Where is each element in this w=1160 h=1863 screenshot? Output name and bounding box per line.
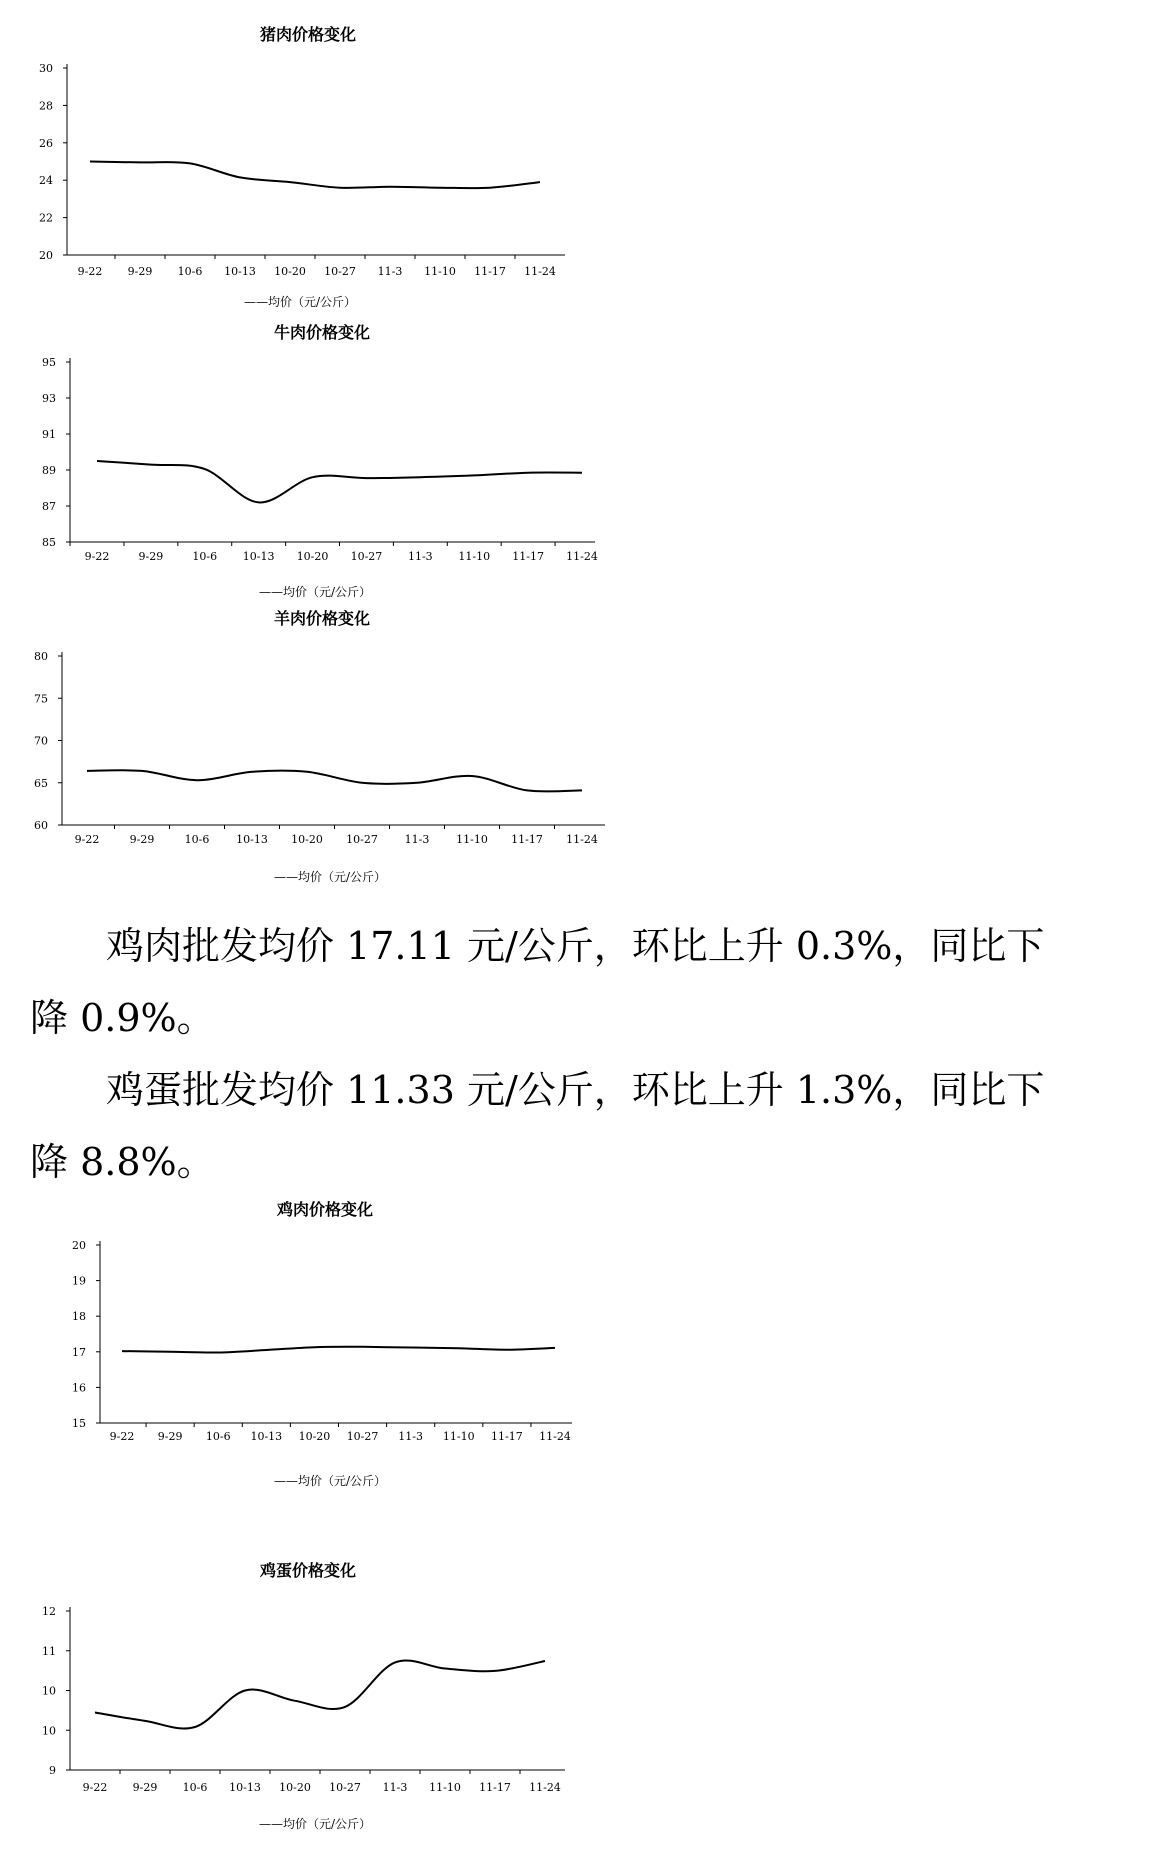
- beef-chart-svg: [0, 320, 1160, 610]
- x-tick-label: 10-6: [177, 265, 203, 278]
- x-tick-label: 11-17: [474, 265, 506, 278]
- x-tick-label: 9-22: [77, 265, 103, 278]
- x-tick-label: 10-6: [184, 833, 210, 846]
- x-tick-label: 11-10: [442, 1430, 475, 1443]
- x-tick-label: 10-6: [192, 550, 218, 563]
- legend-entry: ——均价（元/公斤）: [273, 1474, 387, 1488]
- x-tick-label: 11-10: [424, 265, 456, 278]
- chicken-paragraph-line2: 降 0.9%。: [30, 996, 215, 1040]
- x-tick-label: 10-20: [296, 550, 329, 563]
- x-tick-label: 11-24: [539, 1430, 571, 1443]
- x-tick-label: 10-13: [236, 833, 268, 846]
- legend-entry: ——均价（元/公斤）: [243, 295, 357, 309]
- y-tick-label: 65: [34, 776, 48, 790]
- y-tick-label: 16: [72, 1381, 86, 1395]
- x-tick-label: 10-20: [298, 1430, 331, 1443]
- y-tick-label: 60: [34, 819, 48, 832]
- x-tick-label: 10-6: [182, 1781, 208, 1794]
- x-tick-label: 11-24: [524, 265, 556, 278]
- x-tick-label: 10-27: [324, 265, 356, 278]
- x-tick-label: 11-10: [456, 833, 488, 846]
- y-tick-label: 10: [42, 1684, 56, 1698]
- y-tick-label: 12: [42, 1605, 56, 1618]
- x-tick-label: 11-17: [479, 1781, 511, 1794]
- y-tick-label: 17: [72, 1345, 86, 1359]
- x-tick-label: 9-22: [84, 550, 110, 563]
- egg-chart: [0, 1555, 1160, 1863]
- x-tick-label: 11-3: [377, 265, 403, 278]
- chicken-chart: [0, 1195, 1160, 1515]
- y-tick-label: 80: [34, 650, 48, 663]
- x-tick-label: 9-29: [132, 1781, 158, 1794]
- x-tick-label: 11-3: [398, 1430, 424, 1443]
- y-tick-label: 18: [72, 1310, 86, 1324]
- x-tick-label: 10-27: [346, 833, 378, 846]
- x-tick-label: 9-29: [127, 265, 153, 278]
- egg-chart-svg: [0, 1555, 1160, 1863]
- x-tick-label: 10-13: [224, 265, 256, 278]
- series-line: [97, 461, 582, 502]
- y-tick-label: 89: [42, 464, 56, 477]
- series-line: [87, 770, 582, 791]
- chicken-chart-svg: [0, 1195, 1160, 1515]
- x-tick-label: 10-6: [205, 1430, 231, 1443]
- series-line: [90, 162, 540, 189]
- chart-title: 牛肉价格变化: [273, 323, 371, 342]
- x-tick-label: 11-3: [382, 1781, 408, 1794]
- chart-title: 鸡肉价格变化: [276, 1200, 374, 1219]
- y-tick-label: 19: [72, 1274, 86, 1288]
- series-line: [95, 1660, 545, 1728]
- x-tick-label: 9-22: [74, 833, 100, 846]
- egg-paragraph-line1: 鸡蛋批发均价 11.33 元/公斤，环比上升 1.3%，同比下: [30, 1068, 1045, 1112]
- x-tick-label: 11-3: [404, 833, 430, 846]
- x-tick-label: 11-17: [512, 550, 544, 563]
- x-tick-label: 10-20: [279, 1781, 311, 1794]
- legend-entry: ——均价（元/公斤）: [258, 1817, 372, 1831]
- y-tick-label: 30: [39, 62, 53, 75]
- y-tick-label: 85: [42, 536, 56, 549]
- chicken-paragraph: [30, 910, 1140, 1054]
- x-tick-label: 10-13: [242, 550, 275, 563]
- pork-chart: [0, 0, 1160, 320]
- x-tick-label: 11-17: [511, 833, 543, 846]
- pork-chart-svg: [0, 0, 1160, 320]
- chart-title: 羊肉价格变化: [273, 609, 371, 628]
- series-line: [122, 1347, 555, 1353]
- chicken-paragraph-line1: 鸡肉批发均价 17.11 元/公斤，环比上升 0.3%，同比下: [30, 924, 1045, 968]
- y-tick-label: 75: [34, 692, 48, 706]
- legend-entry: ——均价（元/公斤）: [273, 870, 387, 884]
- y-tick-label: 22: [39, 211, 53, 225]
- x-tick-label: 11-24: [566, 550, 598, 563]
- y-tick-label: 93: [42, 392, 56, 405]
- legend-entry: ——均价（元/公斤）: [258, 585, 372, 599]
- x-tick-label: 10-20: [291, 833, 323, 846]
- chart-title: 猪肉价格变化: [259, 25, 357, 44]
- egg-paragraph: [30, 1054, 1140, 1198]
- mutton-chart-svg: [0, 610, 1160, 900]
- y-tick-label: 70: [34, 734, 48, 748]
- egg-paragraph-line2: 降 8.8%。: [30, 1140, 215, 1184]
- x-tick-label: 11-17: [491, 1430, 523, 1443]
- y-tick-label: 91: [42, 428, 56, 441]
- y-tick-label: 20: [39, 249, 53, 262]
- y-tick-label: 9: [49, 1764, 56, 1777]
- chart-title: 鸡蛋价格变化: [259, 1561, 357, 1580]
- y-tick-label: 26: [39, 136, 53, 150]
- x-tick-label: 9-22: [82, 1781, 108, 1794]
- y-tick-label: 24: [39, 174, 53, 188]
- x-tick-label: 11-24: [529, 1781, 561, 1794]
- y-tick-label: 20: [72, 1239, 86, 1252]
- beef-chart: [0, 320, 1160, 610]
- y-tick-label: 15: [72, 1417, 86, 1430]
- y-tick-label: 10: [42, 1724, 56, 1738]
- x-tick-label: 10-27: [346, 1430, 379, 1443]
- x-tick-label: 10-27: [329, 1781, 361, 1794]
- x-tick-label: 11-24: [566, 833, 598, 846]
- x-tick-label: 9-29: [138, 550, 164, 563]
- x-tick-label: 10-20: [274, 265, 306, 278]
- x-tick-label: 10-13: [229, 1781, 261, 1794]
- x-tick-label: 9-29: [157, 1430, 183, 1443]
- x-tick-label: 11-10: [429, 1781, 461, 1794]
- y-tick-label: 95: [42, 356, 56, 369]
- x-tick-label: 11-10: [458, 550, 491, 563]
- y-tick-label: 28: [39, 99, 53, 113]
- x-tick-label: 10-13: [250, 1430, 283, 1443]
- x-tick-label: 9-29: [129, 833, 155, 846]
- x-tick-label: 11-3: [407, 550, 433, 563]
- mutton-chart: [0, 610, 1160, 900]
- y-tick-label: 87: [42, 500, 56, 513]
- x-tick-label: 10-27: [350, 550, 383, 563]
- y-tick-label: 11: [42, 1644, 56, 1658]
- x-tick-label: 9-22: [109, 1430, 135, 1443]
